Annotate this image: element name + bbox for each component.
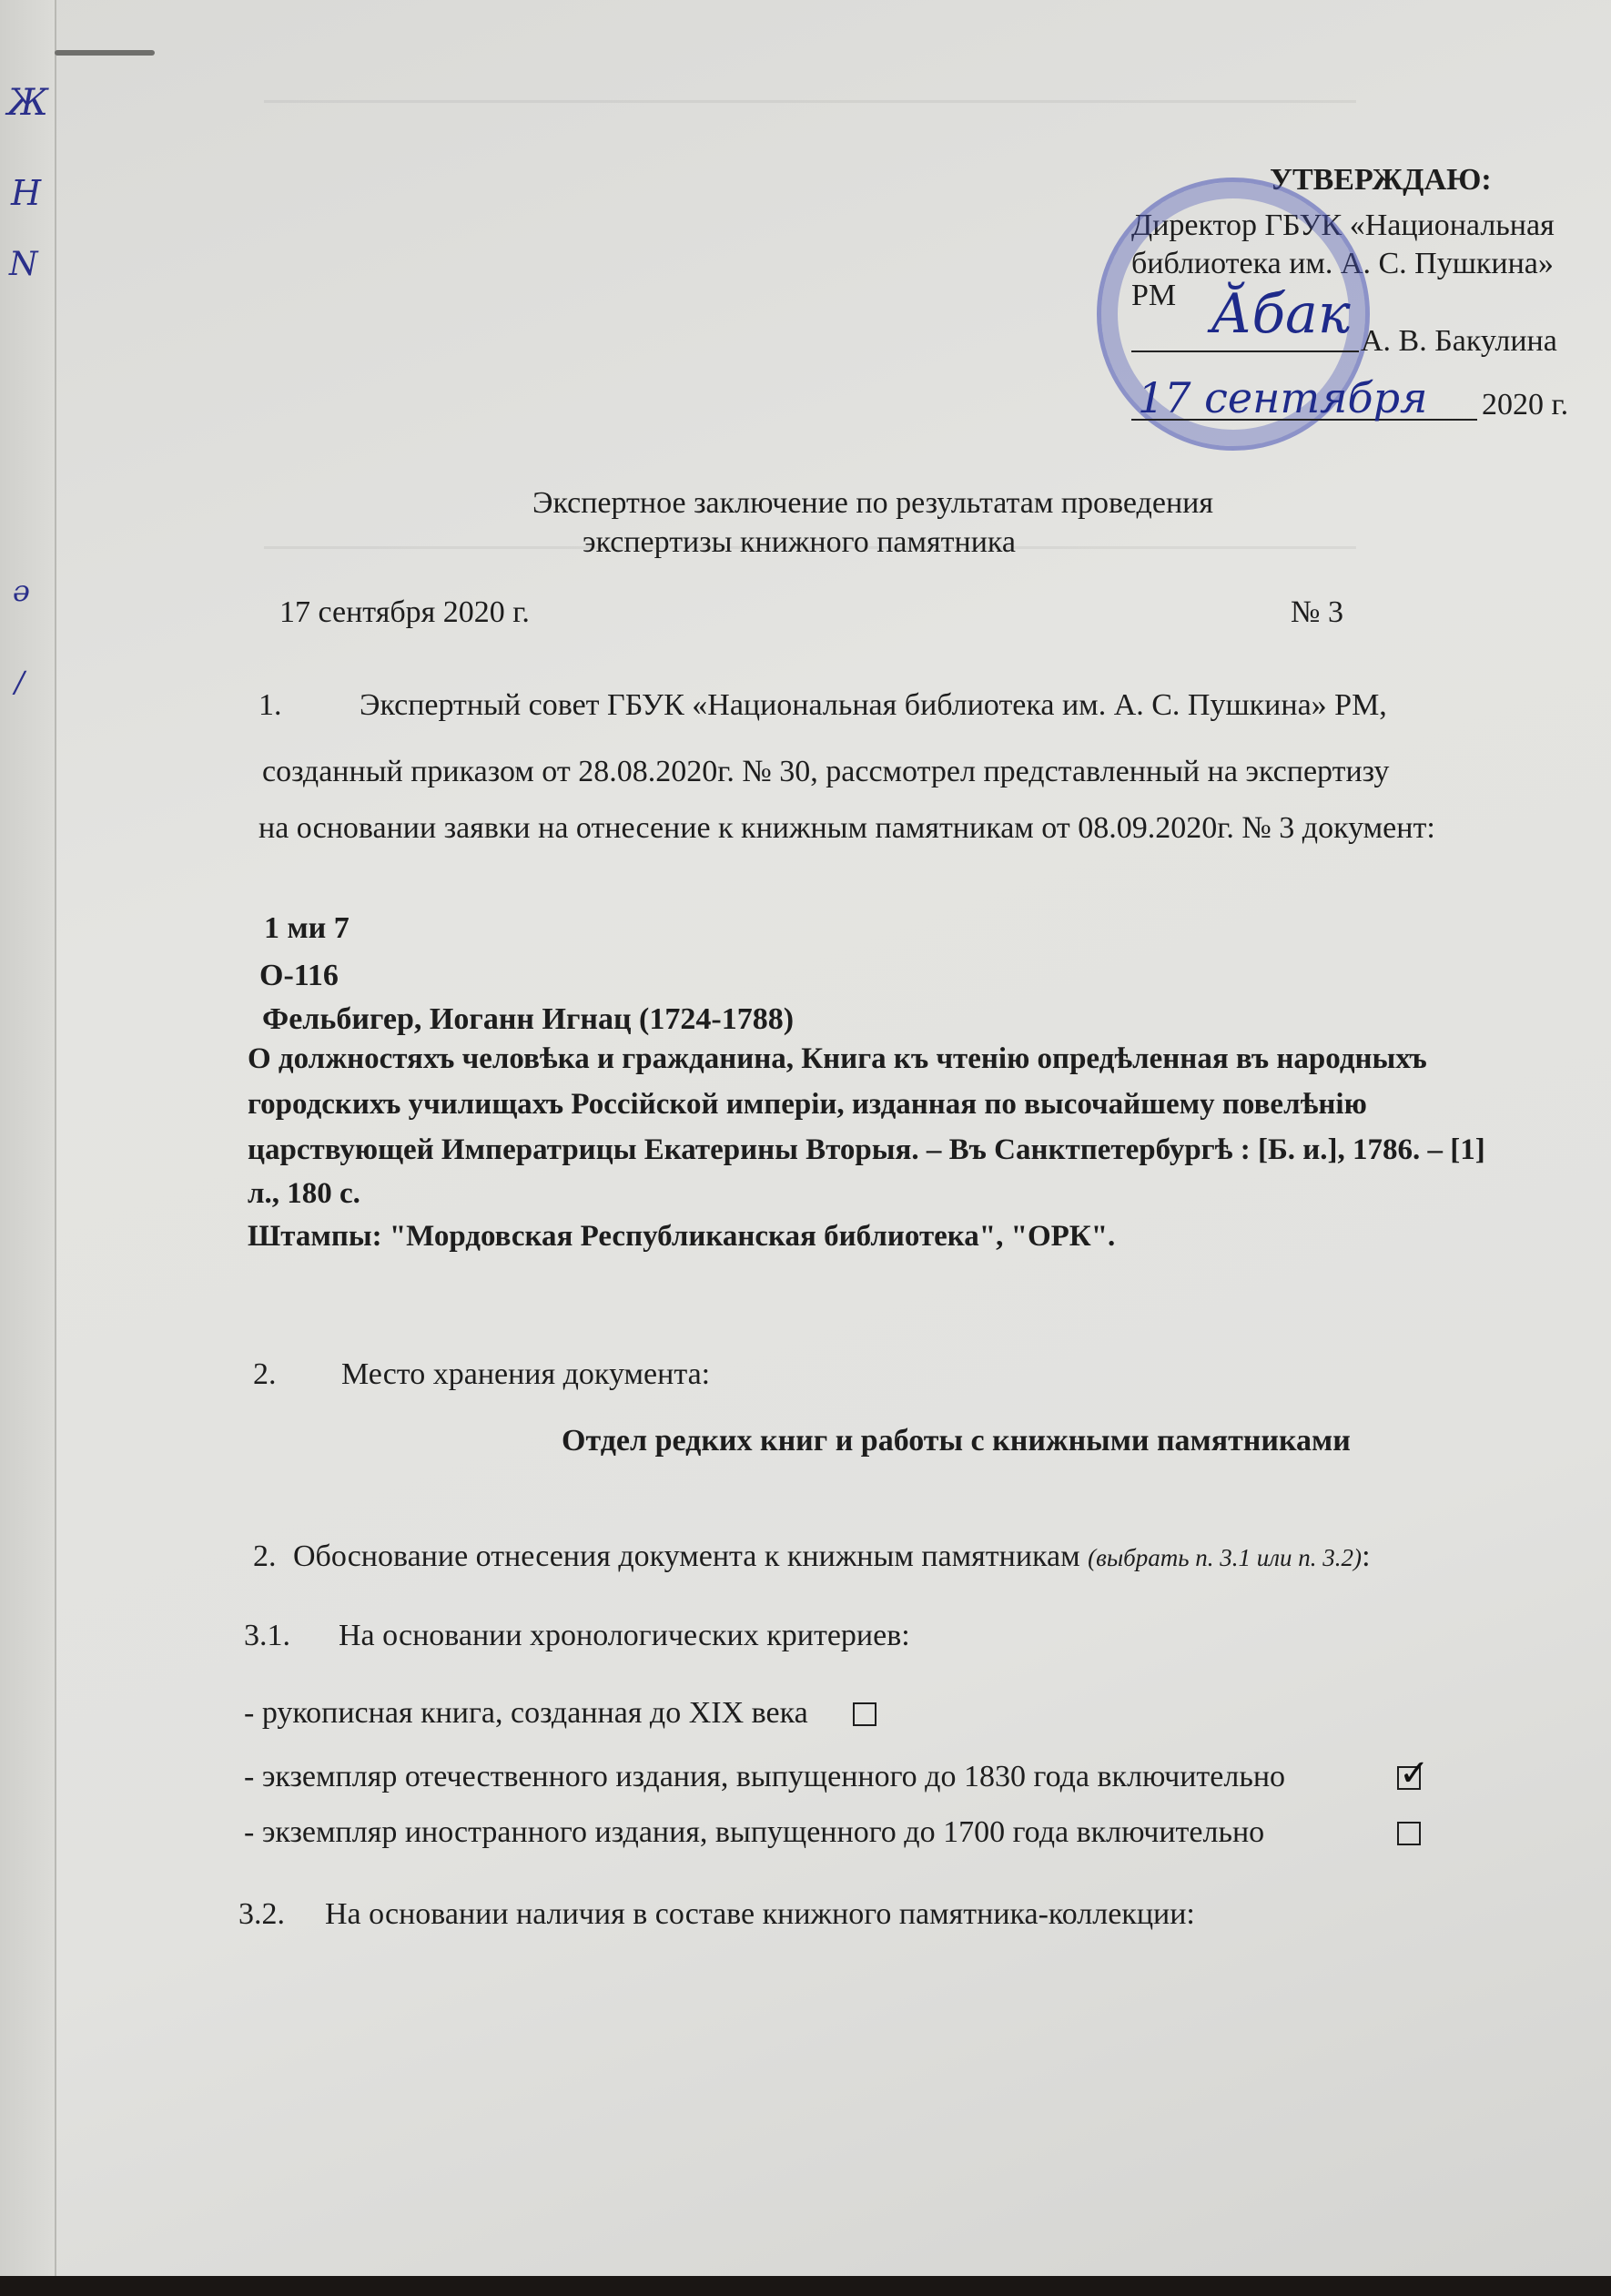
- section-2-number: 2.: [253, 1357, 277, 1391]
- approval-year: 2020 г.: [1482, 388, 1569, 422]
- shelf-mark-1: 1 ми 7: [264, 911, 350, 945]
- section-3-number: 2.: [253, 1539, 277, 1573]
- director-signature: Ӑбак: [1211, 282, 1351, 346]
- record-description-line-4: л., 180 с.: [248, 1177, 360, 1210]
- record-description-line-2: городскихъ училищахъ Россійской имперіи, изданная по высочайшему повелѣнію: [248, 1088, 1367, 1121]
- section-1-line-3: на основании заявки на отнесение к книжным памятникам от 08.09.2020г. № 3 документ:: [258, 811, 1435, 845]
- binder-clip: [55, 50, 155, 56]
- record-author: Фельбигер, Иоганн Игнац (1724-1788): [262, 1002, 795, 1036]
- document-title-line-1: Экспертное заключение по результатам проведения: [532, 486, 1213, 520]
- approval-line-3: РМ: [1131, 279, 1177, 312]
- document-date: 17 сентября 2020 г.: [279, 595, 530, 629]
- margin-scribble: /: [15, 665, 25, 699]
- desk-background: [0, 2276, 1611, 2296]
- document-title-line-2: экспертизы книжного памятника: [583, 525, 1016, 559]
- section-3-heading: [293, 1539, 1371, 1574]
- shelf-mark-2: О-116: [259, 959, 339, 992]
- criterion-item: - рукописная книга, созданная до XIX века: [244, 1696, 808, 1730]
- record-description-line-3: царствующей Императрицы Екатерины Вторыя. – Въ Санктпетербургѣ : [Б. и.], 1786. – [1]: [248, 1133, 1485, 1166]
- storage-location: Отдел редких книг и работы с книжными памятниками: [562, 1424, 1351, 1458]
- bleed-through: [264, 100, 1356, 103]
- margin-scribble: Н: [11, 173, 42, 213]
- record-stamps: Штампы: "Мордовская Республиканская библиотека", "ОРК".: [248, 1220, 1116, 1253]
- criterion-checkbox-unchecked[interactable]: [1397, 1822, 1421, 1845]
- director-name: А. В. Бакулина: [1361, 324, 1557, 358]
- approval-line-1: Директор ГБУК «Национальная: [1131, 208, 1555, 242]
- subsection-3-2-label: На основании наличия в составе книжного памятника-коллекции:: [325, 1897, 1195, 1931]
- subsection-3-2-number: 3.2.: [238, 1897, 285, 1931]
- approval-date-handwritten: 17 сентября: [1138, 373, 1428, 422]
- section-1-number: 1.: [258, 688, 282, 722]
- section-2-label: Место хранения документа:: [341, 1357, 711, 1391]
- record-description-line-1: О должностяхъ человѣка и гражданина, Книга къ чтенію опредѣленная въ народныхъ: [248, 1042, 1427, 1075]
- margin-scribble: Ж: [7, 82, 48, 124]
- margin-scribble: ә: [13, 574, 30, 608]
- criterion-checkbox-unchecked[interactable]: [853, 1702, 876, 1726]
- section-1-line-2: созданный приказом от 28.08.2020г. № 30, рассмотрел представленный на экспертизу: [262, 755, 1390, 788]
- criterion-item: - экземпляр иностранного издания, выпущенного до 1700 года включительно: [244, 1815, 1265, 1849]
- criterion-item: - экземпляр отечественного издания, выпущенного до 1830 года включительно: [244, 1760, 1286, 1793]
- subsection-3-1-label: На основании хронологических критериев:: [339, 1619, 910, 1652]
- approval-line-2: библиотека им. А. С. Пушкина»: [1131, 247, 1554, 280]
- section-3-label: Обоснование отнесения документа к книжным памятникам: [293, 1539, 1080, 1573]
- checkmark-icon: ✓: [1399, 1752, 1430, 1794]
- section-1-line-1: Экспертный совет ГБУК «Национальная библиотека им. А. С. Пушкина» РМ,: [360, 688, 1387, 722]
- document-number: № 3: [1291, 595, 1343, 629]
- section-3-note: (выбрать п. 3.1 или п. 3.2): [1088, 1544, 1363, 1571]
- approval-heading: УТВЕРЖДАЮ:: [1270, 163, 1492, 197]
- signature-line: [1131, 350, 1359, 352]
- section-3-colon: :: [1362, 1539, 1371, 1573]
- margin-scribble: N: [9, 246, 38, 283]
- underlying-page-edge: [0, 0, 56, 2276]
- subsection-3-1-number: 3.1.: [244, 1619, 290, 1652]
